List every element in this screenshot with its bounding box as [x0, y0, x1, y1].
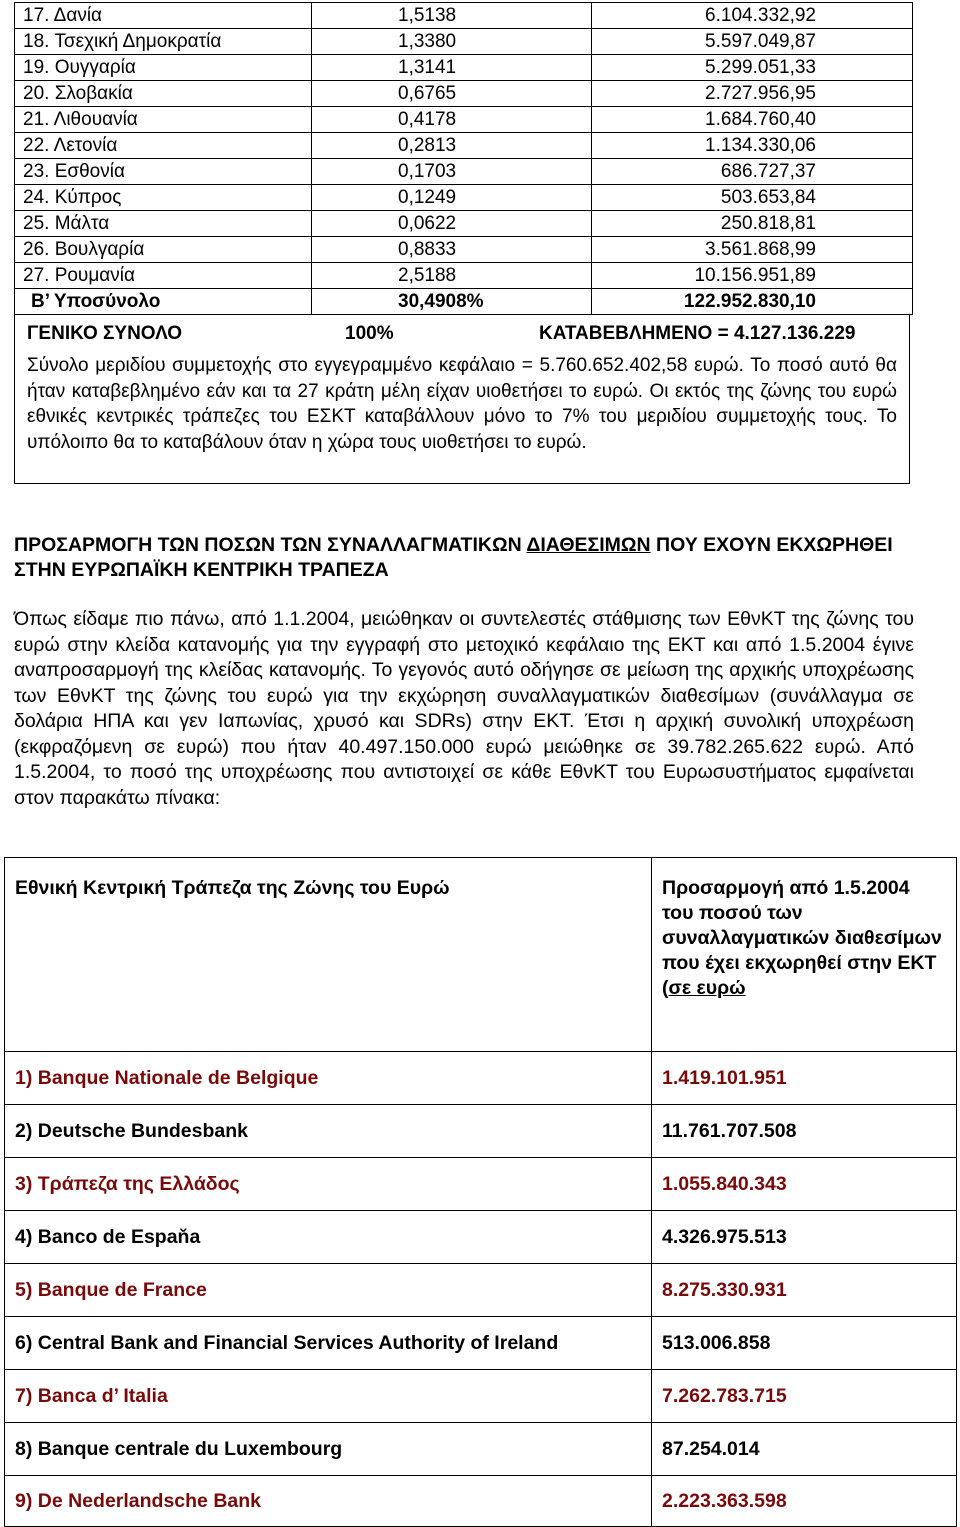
country-name: 25. Μάλτα — [15, 211, 312, 237]
table-row — [5, 1476, 957, 1527]
country-share-table — [14, 2, 913, 315]
bank-amount: 11.761.707.508 — [652, 1105, 957, 1158]
country-amount: 6.104.332,92 — [592, 3, 913, 29]
country-amount: 5.597.049,87 — [592, 29, 913, 55]
header-amount-text: Προσαρμογή από 1.5.2004 του ποσού των συναλλαγματικών διαθεσίμων που έχει εκχωρηθεί στην ΕΚΤ ( — [662, 877, 942, 999]
table-row — [15, 185, 913, 211]
country-amount: 250.818,81 — [592, 211, 913, 237]
table-row — [5, 1052, 957, 1105]
section-paragraph: Όπως είδαμε πιο πάνω, από 1.1.2004, μειώθηκαν οι συντελεστές στάθμισης των ΕθνΚΤ της ζώνης του ευρώ στην κλείδα κατανομής για την εγγραφή στο μετοχικό κεφάλαιο της ΕΚΤ και από 1.5.2004 έγινε αναπροσαρμογή της κλείδας κατανομής. Το γεγονός αυτό οδήγησε σε μείωση της αρχικής υποχρέωσης των ΕθνΚΤ της ζώνης του ευρώ για την εκχώρηση συναλλαγματικών διαθεσίμων (συνάλλαγμα σε δολάρια ΗΠΑ και γεν Ιαπωνίας, χρυσό και SDRs) στην ΕΚΤ. Έτσι η αρχική συνολική υποχρέωση (εκφραζόμενη σε ευρώ) που ήταν 40.497.150.000 ευρώ μειώθηκε σε 39.782.265.622 ευρώ. Από 1.5.2004, το ποσό της υποχρέωσης που αντιστοιχεί σε κάθε ΕθνΚΤ του Ευρωσυστήματος εμφαίνεται στον παρακάτω πίνακα: — [14, 608, 914, 809]
bank-amount: 7.262.783.715 — [652, 1370, 957, 1423]
country-weight: 1,3141 — [312, 55, 592, 81]
bank-name: 1) Banque Nationale de Belgique — [5, 1052, 652, 1105]
grand-total-label: ΓΕΝΙΚΟ ΣΥΝΟΛΟ — [27, 323, 183, 344]
bank-amount: 513.006.858 — [652, 1317, 957, 1370]
country-weight: 0,4178 — [312, 107, 592, 133]
table-row — [15, 107, 913, 133]
table-row — [15, 237, 913, 263]
table-row — [5, 1317, 957, 1370]
table-row — [15, 263, 913, 289]
bank-name: 8) Banque centrale du Luxembourg — [5, 1423, 652, 1476]
country-name: 20. Σλοβακία — [15, 81, 312, 107]
country-weight: 0,1249 — [312, 185, 592, 211]
country-name: 26. Βουλγαρία — [15, 237, 312, 263]
table-row — [5, 1105, 957, 1158]
bank-reserves-table — [4, 857, 957, 1527]
table-row — [15, 3, 913, 29]
bank-name: 3) Τράπεζα της Ελλάδος — [5, 1158, 652, 1211]
subtotal-label: Β’ Υποσύνολο — [15, 289, 312, 315]
bank-name: 6) Central Bank and Financial Services Authority of Ireland — [5, 1317, 652, 1370]
country-amount: 686.727,37 — [592, 159, 913, 185]
table-row — [15, 211, 913, 237]
subtotal-amount: 122.952.830,10 — [592, 289, 913, 315]
subtotal-row — [15, 289, 913, 315]
country-name: 19. Ουγγαρία — [15, 55, 312, 81]
section-heading — [14, 533, 920, 583]
table-row — [5, 1423, 957, 1476]
bank-name: 4) Banco de Espaňa — [5, 1211, 652, 1264]
bank-amount: 1.055.840.343 — [652, 1158, 957, 1211]
grand-total-paid: ΚΑΤΑΒΕΒΛΗΜΕΝΟ = 4.127.136.229 — [539, 323, 856, 344]
country-amount: 2.727.956,95 — [592, 81, 913, 107]
country-amount: 3.561.868,99 — [592, 237, 913, 263]
country-name: 18. Τσεχική Δημοκρατία — [15, 29, 312, 55]
bank-amount: 1.419.101.951 — [652, 1052, 957, 1105]
table-header-row — [5, 858, 957, 1052]
country-name: 23. Εσθονία — [15, 159, 312, 185]
country-weight: 0,0622 — [312, 211, 592, 237]
country-weight: 2,5188 — [312, 263, 592, 289]
country-amount: 5.299.051,33 — [592, 55, 913, 81]
header-bank-column: Εθνική Κεντρική Τράπεζα της Ζώνης του Ευρώ — [5, 858, 652, 1052]
country-weight: 1,5138 — [312, 3, 592, 29]
country-name: 17. Δανία — [15, 3, 312, 29]
table-row — [15, 159, 913, 185]
bank-name: 7) Banca d’ Italia — [5, 1370, 652, 1423]
header-amount-unit: σε ευρώ — [668, 977, 746, 999]
country-weight: 1,3380 — [312, 29, 592, 55]
bank-name: 5) Banque de France — [5, 1264, 652, 1317]
grand-total-box — [14, 314, 910, 484]
bank-amount: 4.326.975.513 — [652, 1211, 957, 1264]
country-weight: 0,2813 — [312, 133, 592, 159]
country-amount: 1.684.760,40 — [592, 107, 913, 133]
bank-name: 9) De Nederlandsche Bank — [5, 1476, 652, 1527]
table-row — [5, 1158, 957, 1211]
heading-underlined: ΔΙΑΘΕΣΙΜΩΝ — [526, 534, 651, 556]
table-row — [15, 55, 913, 81]
table-row — [5, 1264, 957, 1317]
table-row — [15, 133, 913, 159]
table-row — [15, 81, 913, 107]
country-name: 27. Ρουμανία — [15, 263, 312, 289]
bank-name: 2) Deutsche Bundesbank — [5, 1105, 652, 1158]
bank-amount: 2.223.363.598 — [652, 1476, 957, 1527]
grand-total-note: Σύνολο μεριδίου συμμετοχής στο εγγεγραμμένο κεφάλαιο = 5.760.652.402,58 ευρώ. Το ποσό αυτό θα ήταν καταβεβλημένο εάν και τα 27 κράτη μέλη είχαν υιοθετήσει το ευρώ. Οι εκτός της ζώνης του ευρώ εθνικές κεντρικές τράπεζες του ΕΣΚΤ καταβάλλουν μόνο το 7% του μεριδίου συμμετοχής τους. Το υπόλοιπο θα το καταβάλουν όταν η χώρα τους υιοθετήσει το ευρώ. — [27, 355, 897, 453]
heading-part-2: ΠΟΥ ΕΧΟΥΝ ΕΚΧΩΡΗΘΕΙ ΣΤΗΝ ΕΥΡΩΠΑΪΚΗ ΚΕΝΤΡΙΚΗ ΤΡΑΠΕΖΑ — [14, 534, 893, 581]
bank-amount: 8.275.330.931 — [652, 1264, 957, 1317]
table-row — [5, 1211, 957, 1264]
heading-part-1: ΠΡΟΣΑΡΜΟΓΗ ΤΩΝ ΠΟΣΩΝ ΤΩΝ ΣΥΝΑΛΛΑΓΜΑΤΙΚΩΝ — [14, 534, 527, 556]
country-name: 22. Λετονία — [15, 133, 312, 159]
country-name: 21. Λιθουανία — [15, 107, 312, 133]
country-amount: 1.134.330,06 — [592, 133, 913, 159]
country-weight: 0,6765 — [312, 81, 592, 107]
table-row — [15, 29, 913, 55]
grand-total-percent: 100% — [345, 323, 394, 344]
country-name: 24. Κύπρος — [15, 185, 312, 211]
country-weight: 0,8833 — [312, 237, 592, 263]
country-weight: 0,1703 — [312, 159, 592, 185]
country-amount: 10.156.951,89 — [592, 263, 913, 289]
bank-amount: 87.254.014 — [652, 1423, 957, 1476]
header-amount-column — [652, 858, 957, 1052]
country-amount: 503.653,84 — [592, 185, 913, 211]
subtotal-weight: 30,4908% — [312, 289, 592, 315]
table-row — [5, 1370, 957, 1423]
